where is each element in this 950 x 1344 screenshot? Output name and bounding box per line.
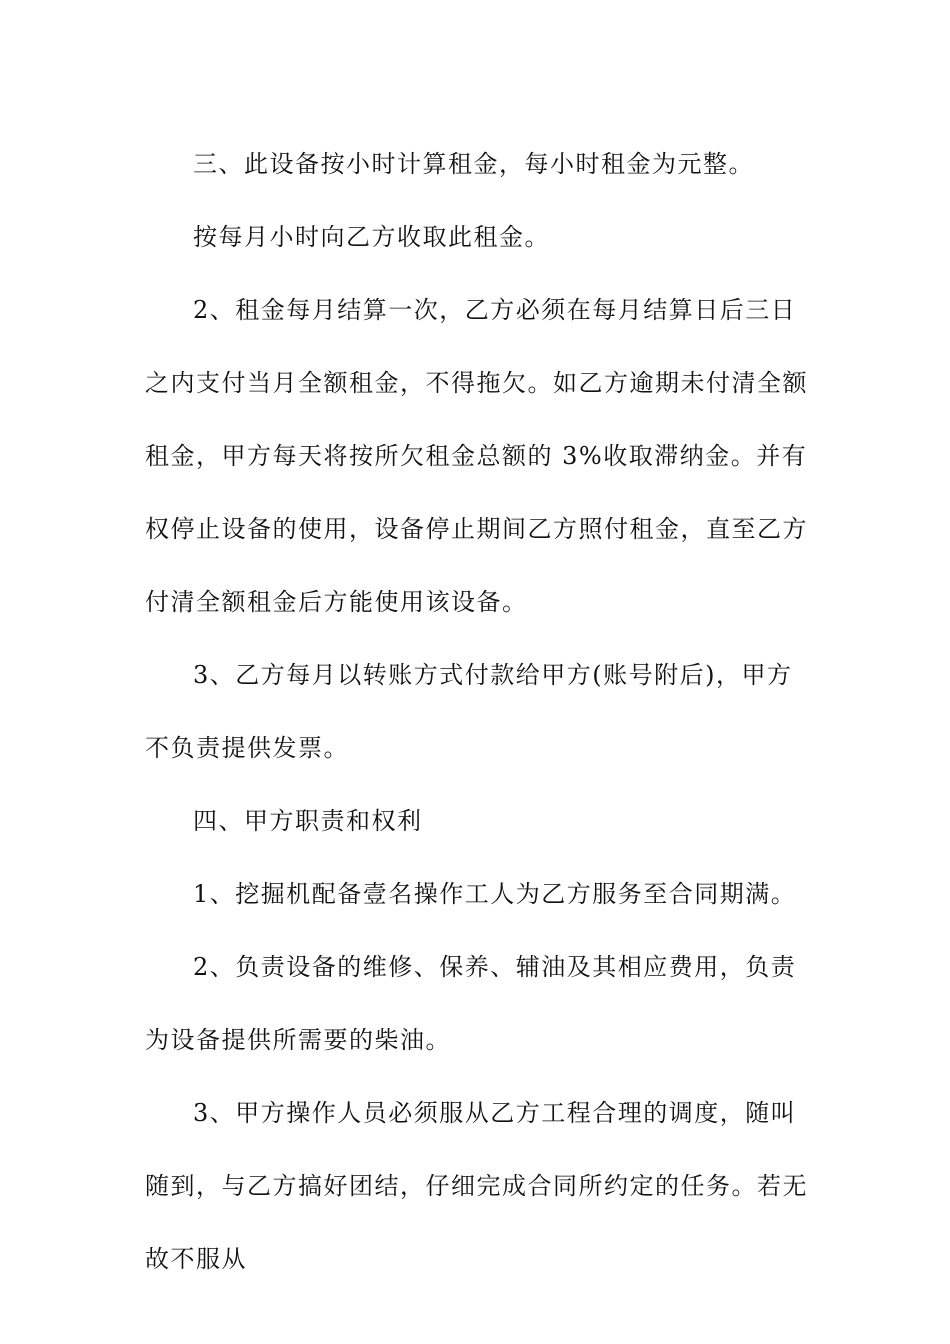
paragraph-monthly-hours: 按每月小时向乙方收取此租金。 (193, 223, 550, 251)
paragraph-maintenance: 2、负责设备的维修、保养、辅油及其相应费用，负责为设备提供所需要的柴油。 (145, 953, 797, 1054)
paragraph-payment-method: 3、乙方每月以转账方式付款给甲方(账号附后)，甲方不负责提供发票。 (145, 661, 793, 762)
section-heading-party-a-duties: 四、甲方职责和权利 (193, 807, 423, 835)
paragraph-rent-per-hour: 三、此设备按小时计算租金，每小时租金为元整。 (193, 150, 754, 178)
paragraph-operator: 1、挖掘机配备壹名操作工人为乙方服务至合同期满。 (193, 880, 797, 908)
paragraph-settlement: 2、租金每月结算一次，乙方必须在每月结算日后三日之内支付当月全额租金，不得拖欠。如乙方逾期未付清全额租金，甲方每天将按所欠租金总额的 3%收取滞纳金。并有权停止设备的使用，设备停止期间乙方照付租金，直至乙方付清全额租金后方能使用该设备。 (145, 296, 808, 616)
document-body (145, 128, 810, 1296)
paragraph-dispatch: 3、甲方操作人员必须服从乙方工程合理的调度，随叫随到，与乙方搞好团结，仔细完成合同所约定的任务。若无故不服从 (145, 1099, 808, 1273)
